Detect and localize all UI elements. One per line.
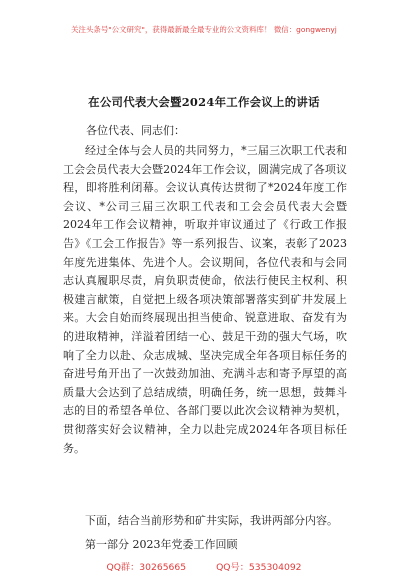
paragraph-2: 下面，结合当前形势和矿井实际，我讲两部分内容。 <box>85 514 338 527</box>
footer-qq-group: QQ群：30265665 <box>106 562 187 573</box>
header-notice: 关注头条号"公文研究"，获得最新最全最专业的公文资料库！ 微信：gongwenyj <box>71 25 337 34</box>
document-title: 在公司代表大会暨2024年工作会议上的讲话 <box>88 95 320 109</box>
section-heading: 第一部分 2023年党委工作回顾 <box>85 538 238 551</box>
paragraph-1: 经过全体与会人员的共同努力，*三届三次职工代表和工会会员代表大会暨2024年工作会议，圆满完成了各项议程，即将胜利闭幕。会议认真传达贯彻了*2024年度工作会议、*公司三届三次职工代表和工会会员代表大会暨2024年工作会议精神，听取并审议通过了《行政工作报告》《工会工作报告》等一系列报告、议案，表彰了2023年度先进集体、先进个人。会议期间，各位代表和与会同志认真履职尽责，肩负职责使命，依法行使民主权利、积极建言献策，自觉把上级各项决策部署落实到矿井发展上来。大会自始而终展现出担当使命、锐意进取、奋发有为的进取精神，洋溢着团结一心、鼓足干劲的强大气场，吹响了全力以赴、众志成城、坚决完成全年各项目标任务的奋进号角开出了一次鼓劲加油、充满斗志和寄予厚望的高质量大会达到了总结成绩，明确任务，统一思想，鼓舞斗志的目的希望各单位、各部门要以此次会议精神为契机，贯彻落实好会议精神，全力以赴完成2024年各项目标任务。 <box>63 144 347 455</box>
salutation: 各位代表、同志们： <box>86 124 185 137</box>
footer-qq-number: QQ号：535304092 <box>216 562 302 573</box>
footer-contact <box>0 559 408 573</box>
